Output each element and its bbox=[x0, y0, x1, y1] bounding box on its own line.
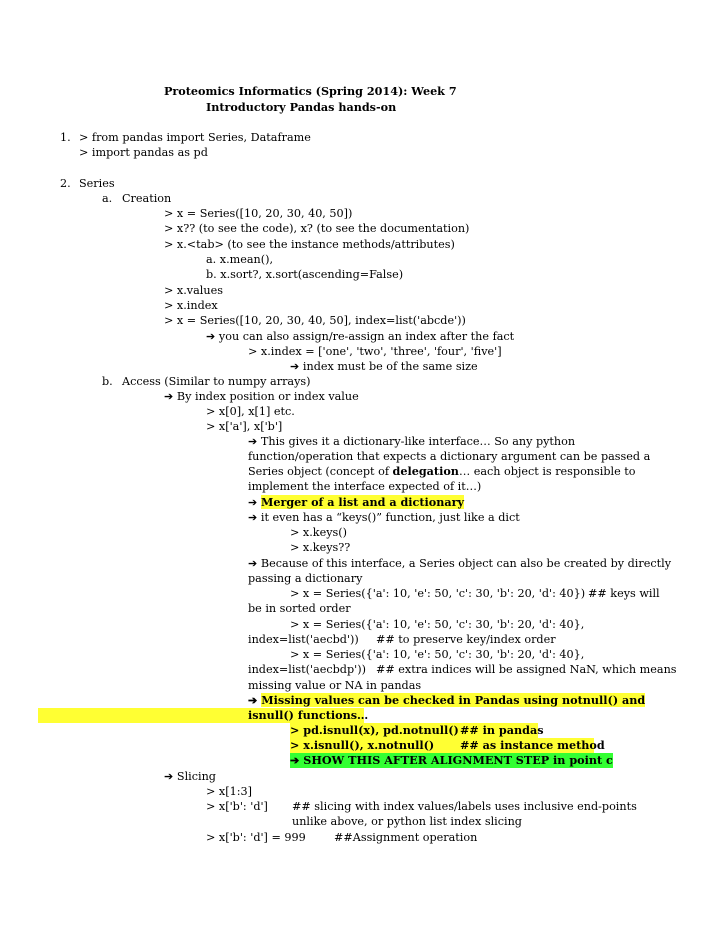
code-line: > x.isnull(), x.notnull() bbox=[290, 738, 435, 752]
code-line: > x['b': 'd'] = 999 bbox=[206, 831, 306, 844]
bold-term: delegation bbox=[392, 464, 459, 478]
document-title: Proteomics Informatics (Spring 2014): Week 7 bbox=[164, 84, 457, 98]
code-comment: ## as instance method bbox=[460, 738, 605, 752]
highlighted-note: isnull() functions… bbox=[248, 708, 369, 722]
code-comment: ##Assignment operation bbox=[334, 831, 478, 844]
item-2-label: Series bbox=[79, 177, 115, 190]
note-line: ➔ index must be of the same size bbox=[290, 360, 478, 373]
code-line: > x['b': 'd'] bbox=[206, 800, 268, 813]
code-line: > x.values bbox=[164, 284, 223, 297]
sub-a-label: a. bbox=[102, 192, 113, 205]
item-2-number: 2. bbox=[60, 177, 71, 190]
code-line: > x.index bbox=[164, 299, 218, 312]
document-subtitle: Introductory Pandas hands-on bbox=[206, 100, 397, 114]
code-line: missing value or NA in pandas bbox=[248, 679, 422, 692]
code-line: > pd.isnull(x), pd.notnull() bbox=[290, 723, 459, 737]
item-1-line: > import pandas as pd bbox=[79, 146, 208, 159]
code-line: > x.keys() bbox=[290, 526, 347, 539]
green-highlight-note: ➔ SHOW THIS AFTER ALIGNMENT STEP in point c bbox=[290, 753, 613, 767]
code-comment: ## extra indices will be assigned NaN, which means bbox=[376, 663, 677, 676]
note-line: passing a dictionary bbox=[248, 572, 363, 585]
code-line: > x = Series({'a': 10, 'e': 50, 'c': 30, 'b': 20, 'd': 40}, bbox=[290, 648, 585, 661]
code-line: > x.keys?? bbox=[290, 541, 351, 554]
note-line: ➔ you can also assign/re-assign an index after the fact bbox=[206, 330, 515, 343]
code-line: > x[1:3] bbox=[206, 785, 252, 798]
code-comment: ## to preserve key/index order bbox=[376, 633, 556, 646]
sub-b-title: Access (Similar to numpy arrays) bbox=[122, 375, 311, 388]
code-comment: ## in pandas bbox=[460, 723, 544, 737]
code-line: > x[0], x[1] etc. bbox=[206, 405, 295, 418]
note-line: ➔ By index position or index value bbox=[164, 390, 359, 403]
code-line: > x = Series([10, 20, 30, 40, 50]) bbox=[164, 207, 353, 220]
code-line: > x = Series({'a': 10, 'e': 50, 'c': 30, 'b': 20, 'd': 40}) bbox=[290, 587, 586, 600]
code-line: > x?? (to see the code), x? (to see the documentation) bbox=[164, 222, 470, 235]
code-line: index=list('aecbd')) bbox=[248, 633, 359, 646]
code-line: a. x.mean(), bbox=[206, 253, 274, 266]
note-line: Series object (concept of delegation… each object is responsible to bbox=[248, 464, 636, 478]
note-line: ➔ Slicing bbox=[164, 770, 216, 783]
code-line: be in sorted order bbox=[248, 602, 351, 615]
code-line: index=list('aecbdp')) bbox=[248, 663, 366, 676]
sub-a-title: Creation bbox=[122, 192, 172, 205]
highlighted-note: ➔ Missing values can be checked in Pandas using notnull() and bbox=[248, 693, 646, 707]
code-comment: ## slicing with index values/labels uses inclusive end-points bbox=[292, 800, 637, 813]
item-1-line: > from pandas import Series, Dataframe bbox=[79, 131, 311, 144]
highlighted-note: ➔ Merger of a list and a dictionary bbox=[248, 495, 465, 509]
code-line: b. x.sort?, x.sort(ascending=False) bbox=[206, 268, 404, 281]
code-line: > x = Series({'a': 10, 'e': 50, 'c': 30, 'b': 20, 'd': 40}, bbox=[290, 618, 585, 631]
note-line: ➔ it even has a “keys()” function, just like a dict bbox=[248, 511, 520, 524]
code-comment: ## keys will bbox=[588, 587, 660, 600]
code-line: > x['a'], x['b'] bbox=[206, 420, 283, 433]
item-1-number: 1. bbox=[60, 131, 71, 144]
note-line: function/operation that expects a dictionary argument can be passed a bbox=[248, 450, 651, 463]
note-line: implement the interface expected of it…) bbox=[248, 480, 482, 493]
code-line: > x = Series([10, 20, 30, 40, 50], index=list('abcde')) bbox=[164, 314, 466, 327]
code-line: > x.<tab> (to see the instance methods/attributes) bbox=[164, 238, 455, 251]
note-line: ➔ This gives it a dictionary-like interface… So any python bbox=[248, 435, 576, 448]
code-line: > x.index = ['one', 'two', 'three', 'four', 'five'] bbox=[248, 345, 502, 358]
sub-b-label: b. bbox=[102, 375, 113, 388]
code-comment: unlike above, or python list index slicing bbox=[292, 815, 522, 828]
note-line: ➔ Because of this interface, a Series object can also be created by directly bbox=[248, 557, 672, 570]
